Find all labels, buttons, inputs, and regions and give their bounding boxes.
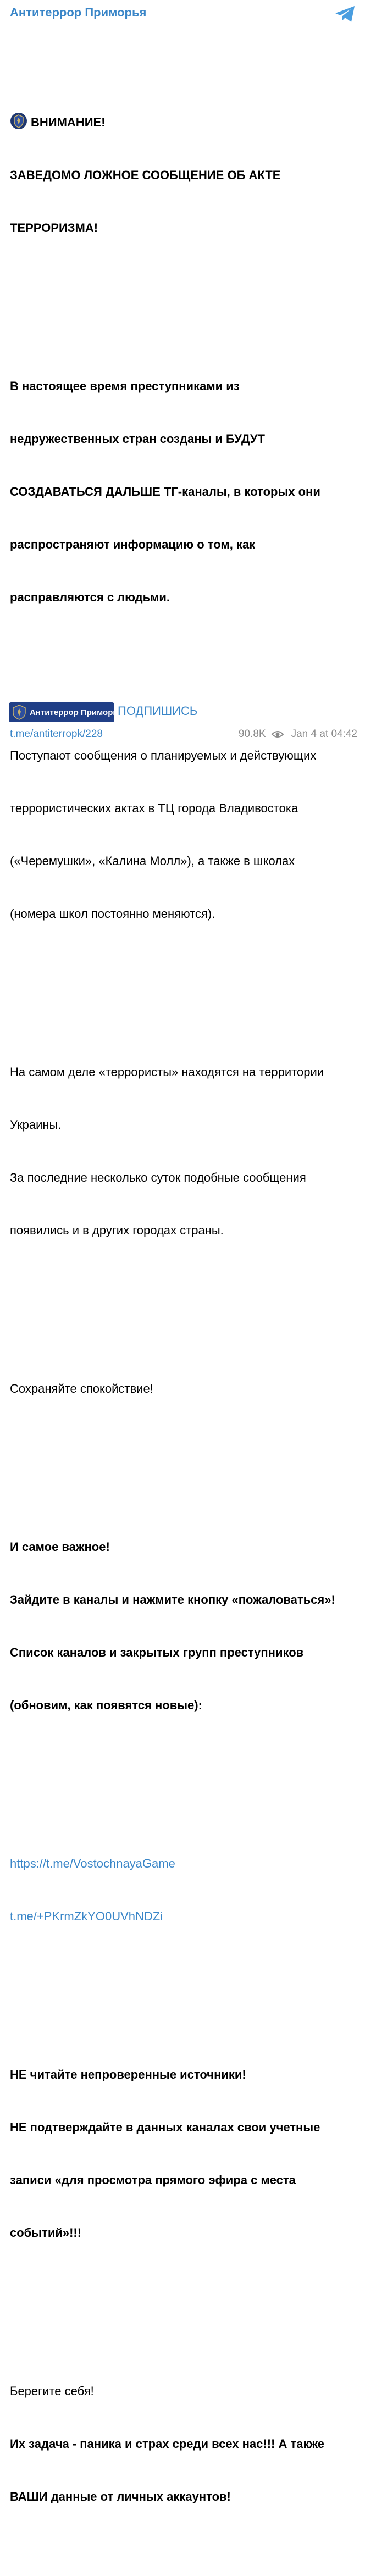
text-line: СОЗДАВАТЬСЯ ДАЛЬШЕ ТГ-каналы, в которых они (10, 485, 320, 498)
text-line: На самом деле «террористы» находятся на территории (10, 1065, 324, 1079)
text-line: Список каналов и закрытых групп преступников (10, 1646, 304, 1659)
text-line: появились и в других городах страны. (10, 1223, 224, 1237)
text-line: Поступают сообщения о планируемых и действующих (10, 749, 317, 762)
message-body (10, 24, 356, 2576)
paragraph-reports (10, 712, 356, 958)
text-line: ВАШИ данные от личных аккаунтов! (10, 2490, 231, 2503)
emblem-icon (10, 112, 27, 130)
paragraph-criminals (10, 342, 356, 641)
text-line: Берегите себя! (10, 2384, 94, 2398)
paragraph-closing (10, 2347, 356, 2541)
telegram-logo-icon[interactable] (334, 5, 356, 23)
header-line: ВНИМАНИЕ! (31, 115, 106, 129)
text-line: записи «для просмотра прямого эфира с места (10, 2173, 296, 2187)
channel-links (10, 1820, 356, 1960)
text-line: расправляются с людьми. (10, 590, 170, 604)
text-line: За последние несколько суток подобные сообщения (10, 1171, 306, 1184)
subscribe-link[interactable]: ПОДПИШИСЬ (118, 704, 198, 718)
text-line: (обновим, как появятся новые): (10, 1698, 202, 1712)
text-line: Зайдите в каналы и нажмите кнопку «пожаловаться»! (10, 1593, 335, 1606)
paragraph-warnings (10, 2031, 356, 2277)
paragraph-location (10, 1028, 356, 1275)
text-line: террористических актах в ТЦ города Владивостока (10, 801, 298, 815)
message-header (10, 77, 356, 272)
channel-name[interactable]: Антитеррор Приморья (10, 5, 147, 19)
banner-label: Антитеррор Приморья (30, 707, 123, 717)
paragraph-calm (10, 1345, 356, 1433)
header-line: ТЕРРОРИЗМА! (10, 221, 98, 235)
text-line: НЕ читайте непроверенные источники! (10, 2068, 246, 2081)
post-link[interactable]: t.me/antiterropk/228 (10, 728, 103, 740)
text-line: недружественных стран созданы и БУДУТ (10, 432, 265, 446)
header-line: ЗАВЕДОМО ЛОЖНОЕ СООБЩЕНИЕ ОБ АКТЕ (10, 168, 281, 182)
text-line: И самое важное! (10, 1540, 110, 1554)
text-line: событий»!!! (10, 2226, 82, 2240)
post-meta (239, 728, 357, 740)
post-date: Jan 4 at 04:42 (291, 728, 357, 740)
text-line: Украины. (10, 1118, 62, 1132)
view-count: 90.8K (238, 728, 266, 740)
text-line: (номера школ постоянно меняются). (10, 907, 215, 921)
emblem-icon (12, 705, 26, 720)
paragraph-important (10, 1503, 356, 1749)
text-line: Сохраняйте спокойствие! (10, 1382, 153, 1395)
channel-link[interactable]: https://t.me/VostochnayaGame (10, 1857, 175, 1870)
text-line: В настоящее время преступниками из (10, 379, 240, 393)
text-line: Их задача - паника и страх среди всех нас!!! А также (10, 2437, 325, 2451)
text-line: распространяют информацию о том, как (10, 538, 256, 551)
channel-link[interactable]: t.me/+PKrmZkYO0UVhNDZi (10, 1909, 163, 1923)
text-line: НЕ подтверждайте в данных каналах свои учетные (10, 2120, 320, 2134)
eye-icon (272, 730, 284, 739)
channel-banner[interactable] (9, 702, 123, 722)
text-line: («Черемушки», «Калина Молл»), а также в школах (10, 854, 295, 868)
